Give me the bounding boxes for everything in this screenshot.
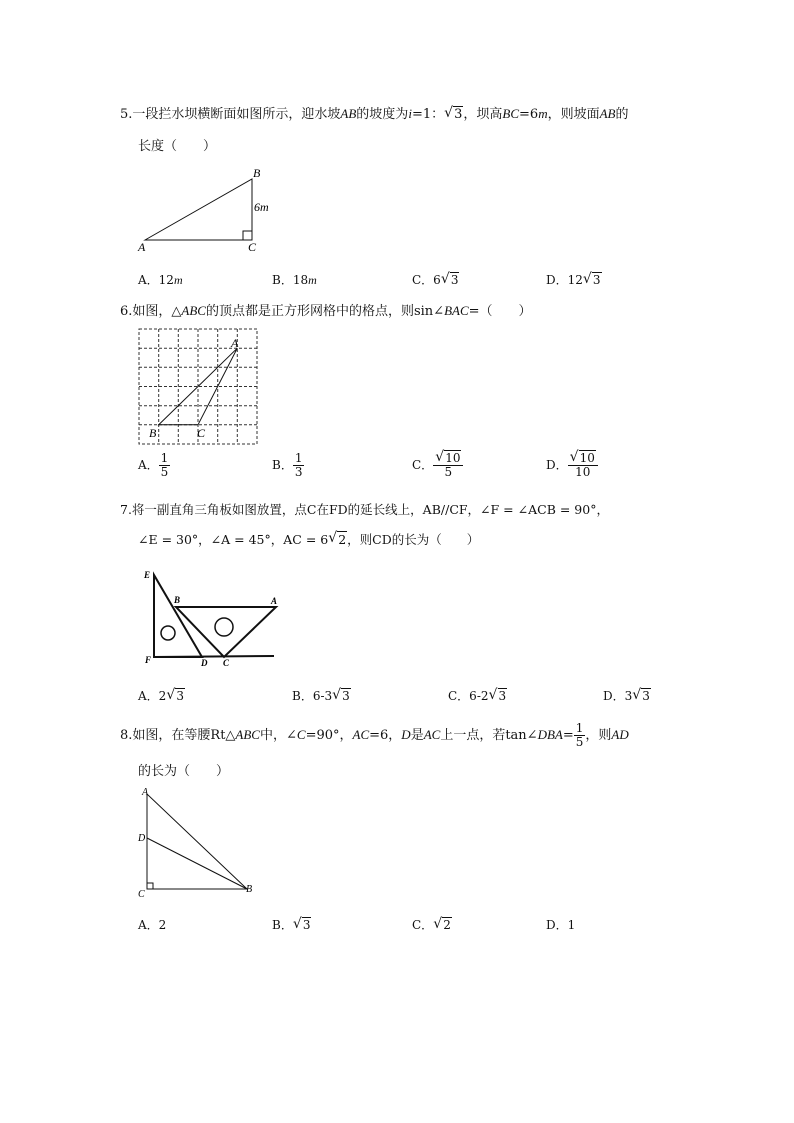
q6-figure bbox=[135, 325, 265, 450]
q8-frac-num: 1 bbox=[575, 721, 584, 735]
q6-opt-c-rad: 10 bbox=[445, 451, 461, 465]
q8-abc: ABC bbox=[235, 727, 260, 743]
q5-text: =6 bbox=[519, 107, 539, 122]
q8-text: 中，∠ bbox=[259, 728, 297, 744]
q6-opt-d-sqrt bbox=[570, 452, 596, 465]
q8-eq: = bbox=[562, 728, 574, 744]
q7-triangle-45 bbox=[176, 607, 276, 657]
q7-opt-a-text: A．2 bbox=[138, 689, 167, 703]
q7-opt-d-sqrt bbox=[632, 689, 651, 703]
q8-text: =90°， bbox=[305, 728, 353, 744]
q7-label-a: A bbox=[271, 596, 278, 606]
q8-right-angle bbox=[147, 883, 153, 889]
q8-text: 8.如图，在等腰Rt△ bbox=[120, 728, 236, 744]
q5-sqrt-val: 3 bbox=[454, 107, 463, 122]
q5-sqrt bbox=[444, 107, 463, 122]
q8-text: 上一点，若tan∠ bbox=[440, 728, 538, 744]
q6-option-d[interactable] bbox=[546, 452, 598, 479]
q8-option-a[interactable]: A．2 bbox=[138, 918, 167, 932]
q6-opt-d-rad: 10 bbox=[579, 451, 595, 465]
q6-label-a: A bbox=[231, 336, 239, 350]
q8-ad: AD bbox=[611, 727, 629, 743]
q5-opt-b-unit: m bbox=[308, 273, 317, 287]
q8-text: =6， bbox=[369, 728, 402, 744]
q8-stem-line2: 的长为（ ） bbox=[138, 764, 230, 779]
q7-label-c: C bbox=[223, 658, 230, 668]
q7-sqrt-val: 2 bbox=[338, 532, 347, 547]
q6-opt-a-den: 5 bbox=[160, 465, 169, 480]
q5-unit: m bbox=[538, 106, 548, 121]
q7-opt-b-sqrt bbox=[332, 689, 351, 703]
q5-option-c[interactable] bbox=[412, 271, 459, 288]
q7-opt-a-rad: 3 bbox=[176, 689, 184, 703]
q5-bc: BC bbox=[502, 106, 520, 121]
q7-opt-d-rad: 3 bbox=[642, 689, 650, 703]
q8-ac: AC bbox=[423, 727, 441, 743]
q5-text: 的坡度为 bbox=[356, 107, 409, 122]
q5-text: ，坝高 bbox=[463, 107, 503, 122]
q5-i: i bbox=[408, 106, 412, 121]
q8-line-db bbox=[147, 838, 247, 889]
q8-dba: DBA bbox=[537, 727, 563, 743]
q8-frac bbox=[574, 722, 586, 749]
q5-opt-c-sqrt bbox=[441, 273, 460, 287]
q5-opt-a-text: A．12 bbox=[138, 273, 174, 287]
q7-opt-d-text: D．3 bbox=[603, 689, 633, 703]
q6-opt-c-frac bbox=[433, 452, 463, 479]
q8-d: D bbox=[401, 727, 411, 743]
q7-sqrt bbox=[328, 532, 347, 547]
q8-option-d[interactable]: D．1 bbox=[546, 918, 576, 932]
q8-text: 是 bbox=[410, 728, 424, 744]
q5-opt-d-text: D．12 bbox=[546, 273, 583, 287]
q7-opt-a-sqrt bbox=[166, 689, 185, 703]
q6-abc: ABC bbox=[181, 303, 206, 318]
q7-text: ，则CD的长为（ ） bbox=[347, 532, 480, 547]
q8-c: C bbox=[296, 727, 306, 743]
q7-stem-line1: 7.将一副直角三角板如图放置，点C在FD的延长线上，AB//CF，∠F = ∠ACB = 90°， bbox=[120, 502, 609, 517]
q5-label-b: B bbox=[253, 166, 261, 180]
q5-label-c: C bbox=[248, 240, 257, 254]
q8-ac: AC bbox=[352, 727, 370, 743]
q5-text: 5.一段拦水坝横断面如图所示，迎水坡 bbox=[120, 107, 341, 122]
q8-opt-c-sqrt bbox=[433, 918, 452, 932]
q5-opt-c-rad: 3 bbox=[450, 273, 459, 287]
q6-opt-b-den: 3 bbox=[294, 465, 303, 480]
q6-label-c: C bbox=[197, 426, 206, 440]
q7-opt-c-text: C．6-2 bbox=[448, 689, 489, 703]
q8-opt-b-sqrt bbox=[293, 918, 312, 932]
q8-frac-den: 5 bbox=[575, 735, 584, 750]
q5-opt-c-text: C．6 bbox=[412, 273, 441, 287]
q7-option-d[interactable] bbox=[603, 687, 651, 704]
q5-stem-line2: 长度（ ） bbox=[138, 139, 217, 154]
q7-opt-c-sqrt bbox=[489, 689, 508, 703]
q6-opt-b-frac bbox=[293, 452, 305, 479]
q7-label-f: F bbox=[145, 655, 152, 665]
q6-opt-c-den: 5 bbox=[444, 465, 453, 480]
q7-figure bbox=[140, 565, 285, 670]
q6-opt-b-label: B． bbox=[272, 458, 293, 473]
q8-label-d: D bbox=[138, 833, 146, 844]
q7-option-b[interactable] bbox=[292, 687, 351, 704]
q8-option-b[interactable] bbox=[272, 916, 311, 933]
q5-label-6m: 6m bbox=[254, 200, 269, 214]
q8-option-c[interactable] bbox=[412, 916, 452, 933]
q8-opt-c-text: C． bbox=[412, 918, 434, 932]
q5-ab: AB bbox=[340, 106, 357, 121]
q5-opt-a-unit: m bbox=[173, 273, 183, 287]
q5-opt-b-text: B．18 bbox=[272, 273, 309, 287]
q6-option-c[interactable] bbox=[412, 452, 463, 479]
q7-circle-large bbox=[215, 618, 233, 636]
q8-text: ，则 bbox=[585, 728, 612, 744]
q5-text: ，则坡面 bbox=[547, 107, 600, 122]
q8-figure bbox=[135, 785, 265, 900]
q8-opt-c-rad: 2 bbox=[443, 918, 451, 932]
q5-opt-d-sqrt bbox=[583, 273, 602, 287]
q7-opt-b-rad: 3 bbox=[342, 689, 350, 703]
q6-opt-a-frac bbox=[159, 452, 171, 479]
q6-text: 的顶点都是正方形网格中的格点，则sin∠ bbox=[205, 304, 445, 319]
q8-stem-line1 bbox=[120, 722, 629, 749]
q7-line-fc bbox=[154, 656, 274, 657]
q6-opt-c-sqrt bbox=[435, 452, 461, 465]
q6-opt-a-label: A． bbox=[138, 458, 159, 473]
q5-figure bbox=[135, 165, 275, 255]
q5-opt-d-rad: 3 bbox=[592, 273, 601, 287]
q7-stem-line2 bbox=[138, 530, 479, 548]
q5-option-b[interactable] bbox=[272, 271, 317, 288]
q7-opt-b-text: B．6-3 bbox=[292, 689, 333, 703]
q5-right-angle bbox=[243, 231, 252, 240]
q7-circle-small bbox=[161, 626, 175, 640]
q6-opt-a-num: 1 bbox=[160, 451, 169, 465]
q7-opt-c-rad: 3 bbox=[498, 689, 507, 703]
q5-option-a[interactable] bbox=[138, 271, 183, 288]
q6-stem bbox=[120, 300, 532, 319]
q7-label-e: E bbox=[144, 570, 151, 580]
q6-option-b[interactable] bbox=[272, 452, 304, 479]
q5-option-d[interactable] bbox=[546, 271, 602, 288]
q8-opt-b-rad: 3 bbox=[302, 918, 311, 932]
q8-triangle bbox=[147, 794, 247, 889]
q5-text: 的 bbox=[615, 107, 629, 122]
q5-ab: AB bbox=[599, 106, 616, 121]
q6-opt-d-frac bbox=[568, 452, 598, 479]
q6-opt-d-label: D． bbox=[546, 458, 568, 473]
q6-opt-d-den: 10 bbox=[575, 465, 591, 480]
q6-opt-d-num bbox=[568, 452, 598, 466]
q6-opt-c-num bbox=[433, 452, 463, 466]
q6-label-b: B bbox=[149, 426, 157, 440]
q6-bac: BAC bbox=[444, 303, 469, 318]
q8-label-b: B bbox=[246, 884, 253, 895]
q5-label-a: A bbox=[138, 240, 146, 254]
q7-text: ∠E = 30°，∠A = 45°，AC = 6 bbox=[138, 532, 329, 547]
q8-label-c: C bbox=[138, 889, 145, 900]
q6-opt-b-num: 1 bbox=[294, 451, 303, 465]
q6-option-a[interactable] bbox=[138, 452, 170, 479]
q8-label-a: A bbox=[142, 787, 149, 798]
q6-text: 6.如图，△ bbox=[120, 304, 182, 319]
q5-stem-line1 bbox=[120, 103, 629, 122]
q5-ratio: =1： bbox=[411, 107, 445, 122]
q7-label-d: D bbox=[201, 658, 208, 668]
q6-text: =（ ） bbox=[468, 304, 532, 319]
q5-triangle bbox=[145, 179, 252, 240]
q7-label-b: B bbox=[174, 595, 181, 605]
q6-opt-c-label: C． bbox=[412, 458, 434, 473]
q7-option-a[interactable] bbox=[138, 687, 185, 704]
q7-option-c[interactable] bbox=[448, 687, 507, 704]
q8-opt-b-text: B． bbox=[272, 918, 293, 932]
q7-triangle-30 bbox=[154, 575, 202, 657]
